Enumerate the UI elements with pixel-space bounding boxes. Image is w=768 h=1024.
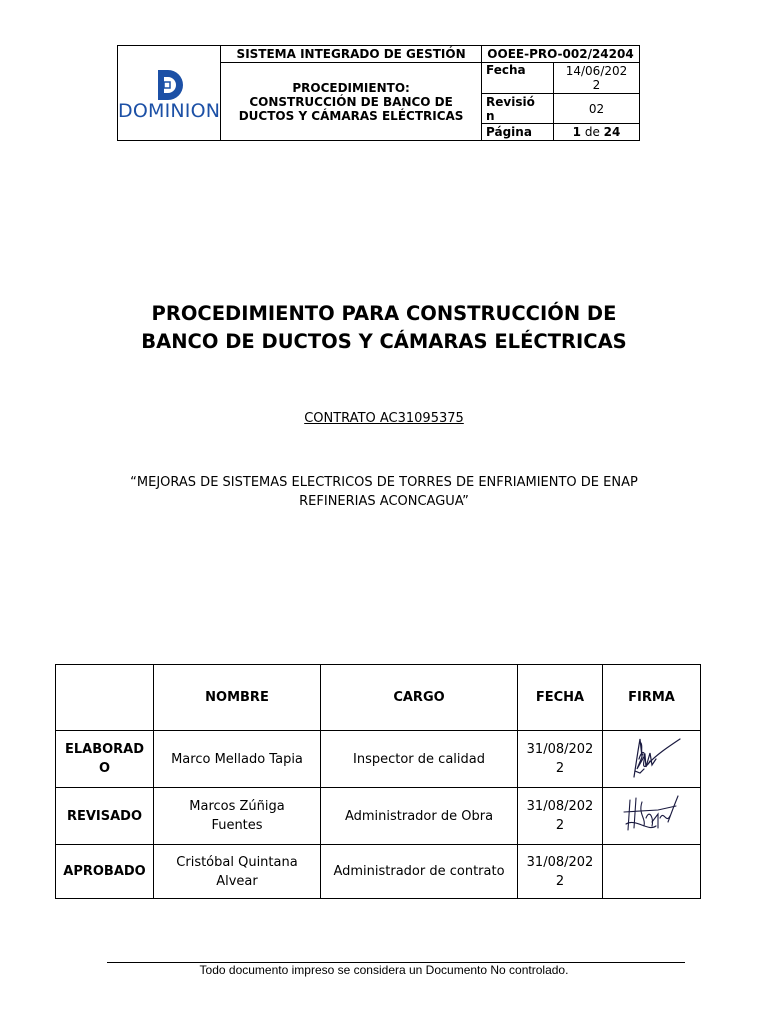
signature-image xyxy=(612,788,692,838)
row-label: REVISADO xyxy=(56,788,154,845)
table-row xyxy=(56,788,701,845)
procedure-title xyxy=(221,63,482,141)
name-line: Fuentes xyxy=(211,818,263,833)
project-line: “MEJORAS DE SISTEMAS ELECTRICOS DE TORRES DE ENFRIAMIENTO DE ENAP xyxy=(130,475,638,490)
signature-cell xyxy=(603,788,701,845)
table-row xyxy=(56,845,701,899)
procedure-line: CONSTRUCCIÓN DE BANCO DE xyxy=(249,94,453,109)
col-header-fecha: FECHA xyxy=(518,665,603,731)
empty-corner-cell xyxy=(56,665,154,731)
page-total: 24 xyxy=(603,125,621,139)
page-current: 1 xyxy=(572,125,581,139)
logo-text: DOMINION xyxy=(118,100,221,122)
document-code: OOEE-PRO-002/24204 xyxy=(482,46,640,63)
date-value-line: 2 xyxy=(592,78,601,92)
document-header-table xyxy=(117,45,640,141)
page-number xyxy=(554,124,640,141)
role-cell: Administrador de contrato xyxy=(321,845,518,899)
name-line: Marco Mellado Tapia xyxy=(171,751,303,767)
project-name xyxy=(0,473,768,511)
date-cell xyxy=(518,788,603,845)
date-line: 2 xyxy=(555,761,565,776)
procedure-line: DUCTOS Y CÁMARAS ELÉCTRICAS xyxy=(238,108,464,123)
dominion-d-icon xyxy=(154,68,184,102)
page-of: de xyxy=(584,125,600,139)
logo-cell xyxy=(118,46,221,141)
row-label-line: O xyxy=(98,761,111,776)
system-name: SISTEMA INTEGRADO DE GESTIÓN xyxy=(221,46,482,63)
name-line: Marcos Zúñiga xyxy=(189,799,285,814)
procedure-line: PROCEDIMIENTO: xyxy=(292,80,410,95)
name-cell xyxy=(154,731,321,788)
role-cell: Inspector de calidad xyxy=(321,731,518,788)
date-cell xyxy=(518,731,603,788)
col-header-cargo: CARGO xyxy=(321,665,518,731)
signature-cell xyxy=(603,731,701,788)
date-cell xyxy=(518,845,603,899)
signature-cell xyxy=(603,845,701,899)
project-line: REFINERIAS ACONCAGUA” xyxy=(299,494,469,509)
date-line: 2 xyxy=(555,818,565,833)
date-value-line: 14/06/202 xyxy=(565,64,628,78)
role-cell: Administrador de Obra xyxy=(321,788,518,845)
revision-label-line: n xyxy=(486,108,495,123)
date-label: Fecha xyxy=(482,63,554,94)
title-line: PROCEDIMIENTO PARA CONSTRUCCIÓN DE xyxy=(151,302,617,325)
date-line: 2 xyxy=(555,873,565,889)
name-cell xyxy=(154,788,321,845)
col-header-firma: FIRMA xyxy=(603,665,701,731)
row-label xyxy=(56,731,154,788)
date-line: 31/08/202 xyxy=(526,799,594,814)
page-label: Página xyxy=(482,124,554,141)
col-header-nombre: NOMBRE xyxy=(154,665,321,731)
footer-note: Todo documento impreso se considera un Documento No controlado. xyxy=(199,963,569,977)
document-title xyxy=(0,300,768,356)
name-line: Cristóbal Quintana xyxy=(176,854,298,870)
row-label: APROBADO xyxy=(56,845,154,899)
name-line: Alvear xyxy=(216,873,258,889)
dominion-logo xyxy=(118,68,221,122)
date-value xyxy=(554,63,640,94)
date-line: 31/08/202 xyxy=(526,742,594,757)
revision-label xyxy=(482,94,554,124)
title-line: BANCO DE DUCTOS Y CÁMARAS ELÉCTRICAS xyxy=(141,330,627,353)
name-cell xyxy=(154,845,321,899)
revision-label-line: Revisió xyxy=(486,94,535,109)
signature-image xyxy=(620,731,684,781)
approval-table xyxy=(55,664,701,899)
contract-number: CONTRATO AC31095375 xyxy=(304,411,464,426)
table-row xyxy=(56,731,701,788)
revision-value: 02 xyxy=(554,94,640,124)
date-line: 31/08/202 xyxy=(526,854,594,870)
row-label-line: ELABORAD xyxy=(64,742,145,757)
